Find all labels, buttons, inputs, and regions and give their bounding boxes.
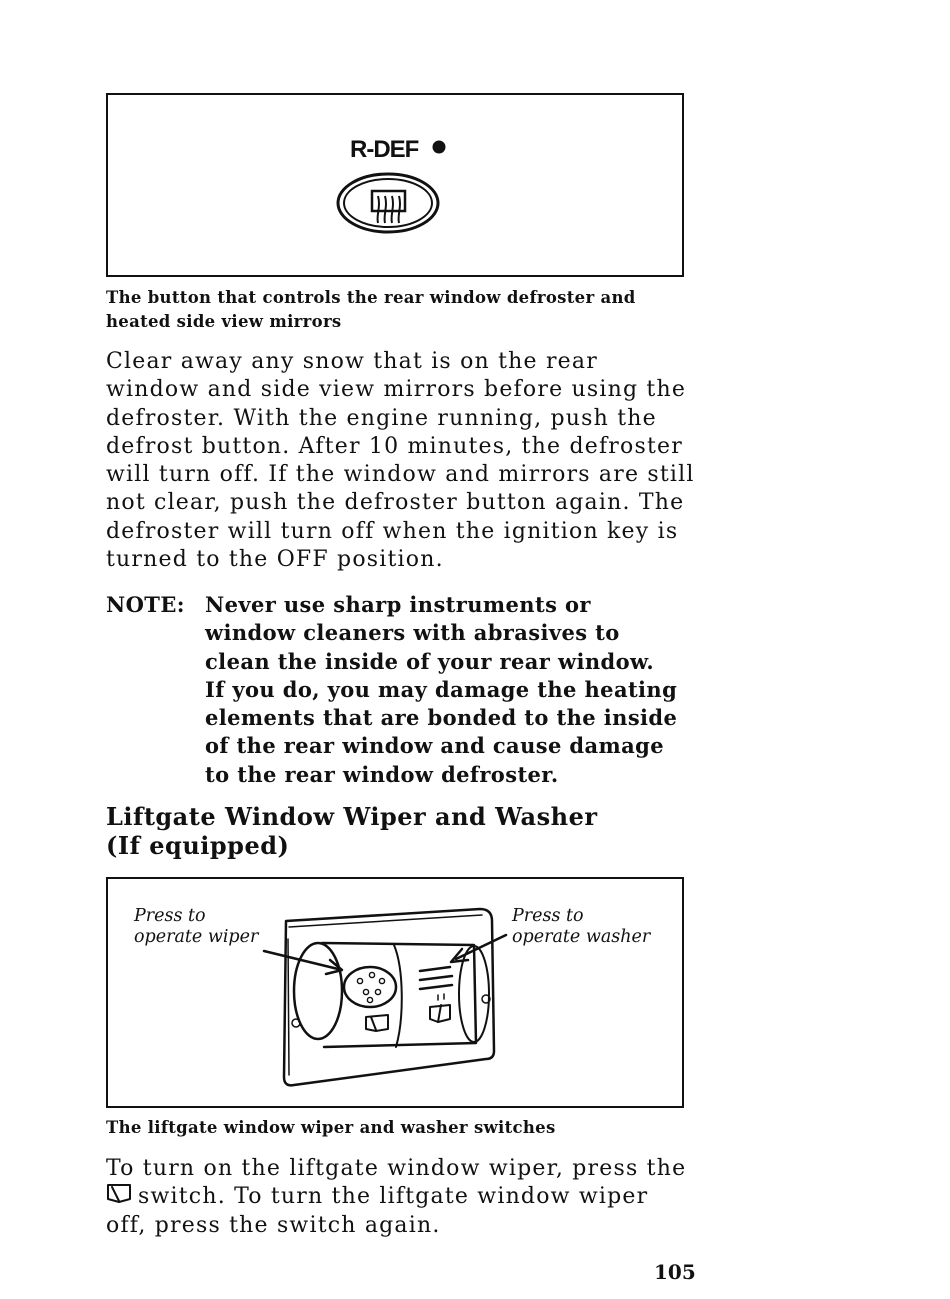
text-line: not clear, push the defroster button again. The xyxy=(106,490,685,516)
text-line: window and side view mirrors before using the xyxy=(106,377,687,403)
caption-line: The button that controls the rear window defroster and xyxy=(106,288,636,307)
text-line: Clear away any snow that is on the rear xyxy=(106,349,598,374)
wiper-instructions xyxy=(106,1155,706,1240)
note-line: If you do, you may damage the heating xyxy=(205,676,678,702)
heading-line: Liftgate Window Wiper and Washer xyxy=(106,802,598,831)
note-line: elements that are bonded to the inside xyxy=(205,705,678,731)
note-line: of the rear window and cause damage xyxy=(205,733,664,759)
callout-line: Press to xyxy=(134,906,206,926)
defroster-button-illustration xyxy=(108,95,682,275)
text-line: defroster will turn off when the ignition key is xyxy=(106,518,679,544)
page-number: 105 xyxy=(654,1260,696,1284)
figure1-caption xyxy=(106,286,696,334)
figure2-caption: The liftgate window wiper and washer switches xyxy=(106,1118,556,1137)
text-segment: switch. To turn the liftgate window wiper xyxy=(138,1184,649,1210)
note-line: window cleaners with abrasives to xyxy=(205,620,620,646)
text-line: off, press the switch again. xyxy=(106,1212,441,1238)
section-heading xyxy=(106,802,706,860)
text-line-with-icon xyxy=(106,1183,706,1211)
defroster-instructions xyxy=(106,348,706,574)
note-body xyxy=(205,591,705,789)
rear-defrost-icon xyxy=(338,174,438,232)
callout-line: operate washer xyxy=(512,927,651,947)
text-line: To turn on the liftgate window wiper, press the xyxy=(106,1156,687,1181)
indicator-light xyxy=(433,141,446,154)
r-def-label: R-DEF xyxy=(350,136,419,163)
text-line: defroster. With the engine running, push the xyxy=(106,405,657,431)
wiper-washer-figure xyxy=(106,877,684,1108)
callout-line: operate wiper xyxy=(134,927,259,947)
text-line: turned to the OFF position. xyxy=(106,547,444,573)
note-label: NOTE: xyxy=(106,592,185,617)
heading-line: (If equipped) xyxy=(106,831,290,860)
text-line: will turn off. If the window and mirrors are still xyxy=(106,462,695,488)
switch-panel-illustration xyxy=(108,879,682,1106)
note-line: clean the inside of your rear window. xyxy=(205,648,655,674)
note-line: to the rear window defroster. xyxy=(205,761,559,787)
note-line: Never use sharp instruments or xyxy=(205,592,591,617)
callout-line: Press to xyxy=(512,906,584,926)
text-line: defrost button. After 10 minutes, the defroster xyxy=(106,433,683,459)
caption-line: heated side view mirrors xyxy=(106,312,342,331)
defroster-figure xyxy=(106,93,684,277)
wiper-switch-icon xyxy=(106,1183,134,1205)
